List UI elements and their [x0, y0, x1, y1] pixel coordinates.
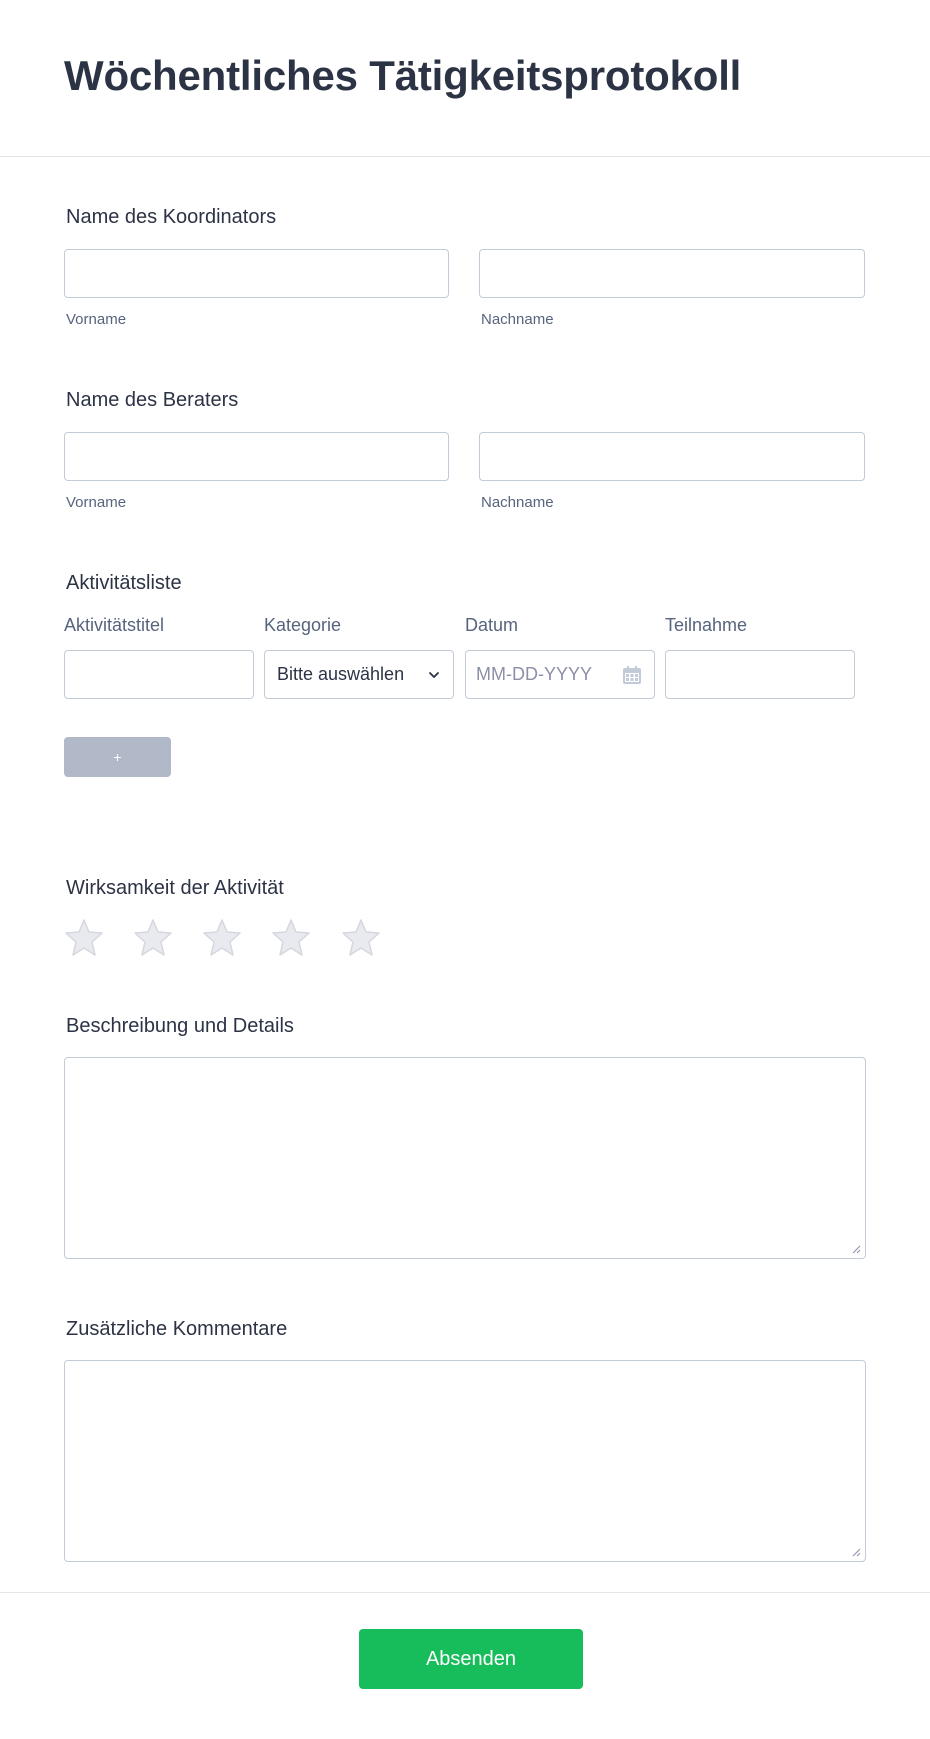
date-placeholder: MM-DD-YYYY: [476, 664, 592, 684]
category-select[interactable]: [264, 650, 454, 699]
star-icon[interactable]: [133, 918, 173, 958]
calendar-icon[interactable]: [622, 665, 642, 685]
resize-grip-icon[interactable]: [851, 1244, 861, 1254]
star-icon[interactable]: [271, 918, 311, 958]
submit-button[interactable]: Absenden: [359, 1629, 583, 1689]
coordinator-first-name-sublabel: Vorname: [66, 311, 127, 328]
advisor-last-name-sublabel: Nachname: [481, 494, 554, 511]
comments-label: Zusätzliche Kommentare: [66, 1318, 288, 1340]
advisor-first-name-input[interactable]: [64, 432, 449, 481]
coordinator-last-name-input[interactable]: [479, 249, 865, 298]
page-title: Wöchentliches Tätigkeitsprotokoll: [64, 52, 742, 99]
add-row-button[interactable]: +: [64, 737, 171, 777]
comments-textarea[interactable]: [64, 1360, 866, 1562]
date-input[interactable]: [465, 650, 655, 699]
resize-grip-icon[interactable]: [851, 1547, 861, 1557]
coordinator-first-name-input[interactable]: [64, 249, 449, 298]
participation-input[interactable]: [665, 650, 855, 699]
column-header-participation: Teilnahme: [665, 615, 748, 635]
form-header: [0, 0, 930, 157]
activity-title-input[interactable]: [64, 650, 254, 699]
column-header-activity-title: Aktivitätstitel: [64, 615, 165, 635]
effectiveness-label: Wirksamkeit der Aktivität: [66, 877, 284, 899]
coordinator-last-name-sublabel: Nachname: [481, 311, 554, 328]
advisor-name-label: Name des Beraters: [66, 389, 239, 411]
star-icon[interactable]: [202, 918, 242, 958]
star-icon[interactable]: [341, 918, 381, 958]
description-label: Beschreibung und Details: [66, 1015, 294, 1037]
column-header-category: Kategorie: [264, 615, 342, 635]
advisor-last-name-input[interactable]: [479, 432, 865, 481]
star-icon[interactable]: [64, 918, 104, 958]
chevron-down-icon: [427, 668, 441, 682]
category-selected-value: Bitte auswählen: [277, 664, 405, 684]
description-textarea[interactable]: [64, 1057, 866, 1259]
coordinator-name-label: Name des Koordinators: [66, 206, 277, 228]
activity-list-label: Aktivitätsliste: [66, 572, 182, 594]
advisor-first-name-sublabel: Vorname: [66, 494, 127, 511]
column-header-date: Datum: [465, 615, 519, 635]
